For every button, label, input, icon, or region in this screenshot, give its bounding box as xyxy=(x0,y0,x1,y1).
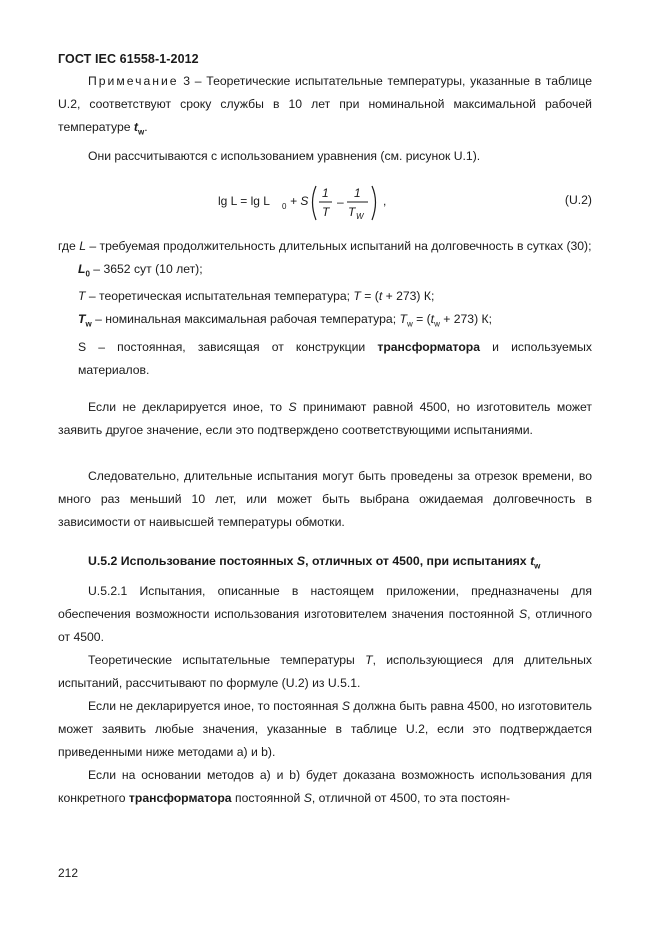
paragraph-consequently: Следовательно, длительные испытания могут быть проведены за отрезок времени, во много раз меньший 10 лет, или может быть выбрана ожидаемая долговечность в зависимости от наивысшей температуры обмотки. xyxy=(58,469,592,529)
def-L: где L – требуемая продолжительность длительных испытаний на долговечность в сутках (30); xyxy=(58,239,592,253)
equation-u2 xyxy=(58,180,592,226)
eq-sub0: 0 xyxy=(282,202,287,211)
eq-minus: – xyxy=(337,195,344,209)
eq-lhs: lg L = lg L xyxy=(218,194,270,208)
def-S: S – постоянная, зависящая от конструкции трансформатора и используемых материалов. xyxy=(78,339,592,377)
def-L0: $L_0 - 3652$ сут (10 лет); xyxy=(78,262,203,279)
equation-number: (U.2) xyxy=(564,193,592,207)
section-heading-u52: U.5.2 Использование постоянных S, отличных от 4500, при испытаниях $t_w$ xyxy=(88,554,541,571)
document-header: ГОСТ IEC 61558-1-2012 xyxy=(58,52,199,66)
def-T: T – теоретическая испытательная температура; T = (t + 273) К; xyxy=(78,289,435,304)
definitions-list xyxy=(58,235,592,382)
paragraph-u521: U.5.2.1 Испытания, описанные в настоящем приложении, предназначены для обеспечения возможности использования изготовителем значения постоянной S, отличного от 4500. xyxy=(58,584,592,644)
eq-den-tw-sub: W xyxy=(356,212,364,221)
eq-comma: , xyxy=(383,194,387,208)
note-paragraph: Примечание 3 – Теоретические испытательные температуры, указанные в таблице U.2, соответствуют сроку службы в 10 лет при номинальной максимальной рабочей температуре $t_w$. xyxy=(58,74,592,137)
equation-formula xyxy=(218,180,578,226)
paragraph-s-4500: Если не декларируется иное, то постоянная S должна быть равна 4500, но изготовитель может заявить любые значения, указанные в таблице U.2, если это подтверждается приведенными ниже методами a) и b). xyxy=(58,699,592,759)
eq-right-paren xyxy=(372,186,376,220)
eq-num-2: 1 xyxy=(354,186,361,200)
eq-den-tw: T xyxy=(348,205,356,219)
paragraph-s-default: Если не декларируется иное, то S принимают равной 4500, но изготовитель может заявить другое значение, если это подтверждено соответствующими испытаниями. xyxy=(58,400,592,437)
page-number: 212 xyxy=(58,866,79,880)
paragraph-methods: Если на основании методов a) и b) будет доказана возможность использования для конкретного трансформатора постоянной S, отличной от 4500, то эта постоян- xyxy=(58,768,592,805)
intro-paragraph: Они рассчитываются с использованием уравнения (см. рисунок U.1). xyxy=(88,149,481,163)
eq-den-t: T xyxy=(322,205,330,219)
note-label: Примечание xyxy=(88,74,179,88)
eq-plus-s: + S xyxy=(290,194,309,208)
eq-left-paren xyxy=(313,186,317,220)
paragraph-theoretical-temps: Теоретические испытательные температуры T, использующиеся для длительных испытаний, рассчитывают по формуле (U.2) из U.5.1. xyxy=(58,653,592,690)
eq-num-1: 1 xyxy=(322,186,329,200)
def-Tw: $T_w$ – номинальная максимальная рабочая температура; $T_w = (t_w + 273)$ К; xyxy=(78,312,492,329)
